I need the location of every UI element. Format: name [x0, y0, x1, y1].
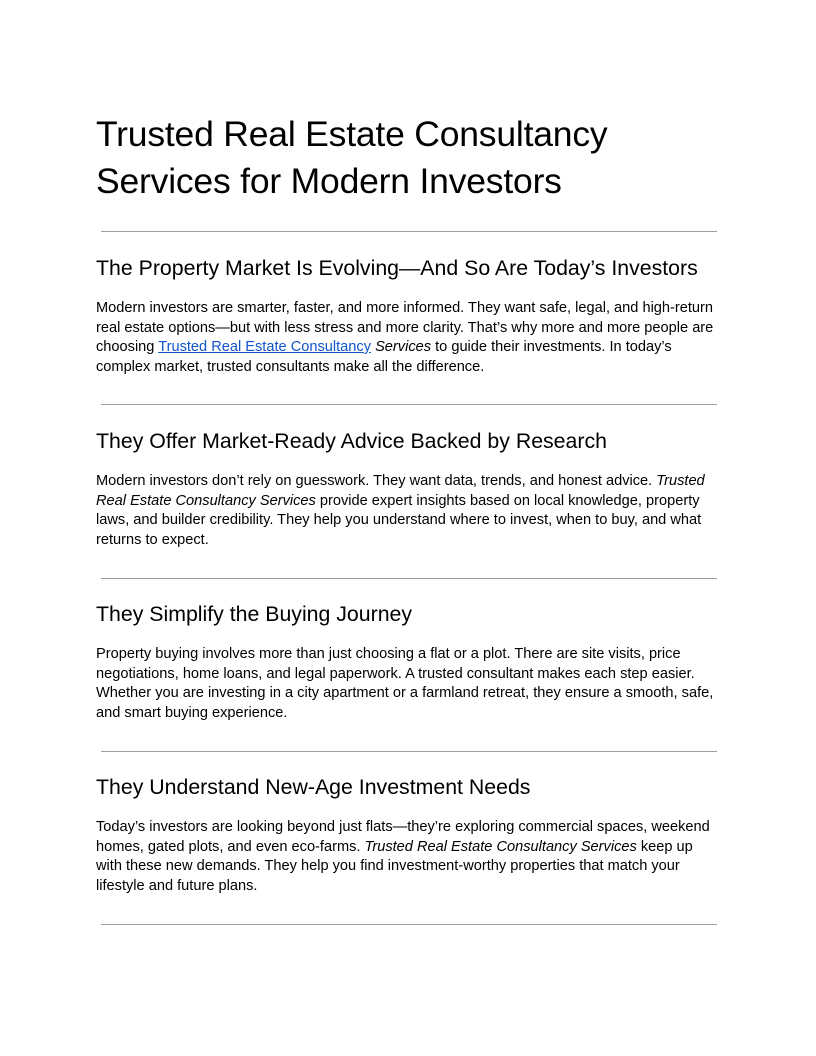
section-paragraph-market-advice [96, 472, 718, 550]
italic-text: Services [375, 339, 432, 355]
section-paragraph-market-evolving [96, 299, 718, 377]
paragraph-text-end: keep up with these new demands. They help you find investment-worthy properties that match your lifestyle and future plans. [96, 838, 693, 894]
section-heading-market-advice: They Offer Market-Ready Advice Backed by Research [96, 429, 607, 453]
section-heading-market-evolving: The Property Market Is Evolving—And So Are Today’s Investors [96, 256, 698, 280]
horizontal-rule [101, 404, 717, 405]
section-heading-investment-needs: They Understand New-Age Investment Needs [96, 775, 531, 799]
title-line-1: Trusted Real Estate Consultancy [96, 114, 608, 154]
italic-text: Trusted Real Estate Consultancy Services [96, 473, 705, 509]
horizontal-rule [101, 751, 717, 752]
horizontal-rule [101, 578, 717, 579]
paragraph-text: Modern investors are smarter, faster, and more informed. They want safe, legal, and high-return real estate options—but with less stress and more clarity. That’s why more and more people are choosing [96, 300, 714, 355]
paragraph-text: Today’s investors are looking beyond just flats—they’re exploring commercial spaces, weekend homes, gated plots, and even eco-farms. [96, 819, 710, 855]
section-paragraph-investment-needs [96, 818, 718, 896]
horizontal-rule [101, 231, 717, 232]
paragraph-text: Modern investors don’t rely on guesswork. They want data, trends, and honest advice. [96, 473, 657, 489]
paragraph-text: Property buying involves more than just choosing a flat or a plot. There are site visits, price negotiations, home loans, and legal paperwork. A trusted consultant makes each step easier. Whether you are investing in a city apartment or a farmland retreat, they ensure a smooth, safe, and smart buying experience. [96, 646, 714, 721]
title-line-2: Services for Modern Investors [96, 161, 562, 201]
horizontal-rule [101, 924, 717, 925]
document-title [96, 111, 718, 205]
section-paragraph-buying-journey [96, 645, 718, 723]
paragraph-text-end: provide expert insights based on local knowledge, property laws, and builder credibility. They help you understand where to invest, when to buy, and what returns to expect. [96, 492, 702, 548]
section-heading-buying-journey: They Simplify the Buying Journey [96, 602, 413, 626]
italic-text: Trusted Real Estate Consultancy Services [364, 838, 637, 855]
paragraph-text-end: to guide their investments. In today’s complex market, trusted consultants make all the difference. [96, 339, 672, 375]
consultancy-link[interactable]: Trusted Real Estate Consultancy [158, 339, 372, 355]
